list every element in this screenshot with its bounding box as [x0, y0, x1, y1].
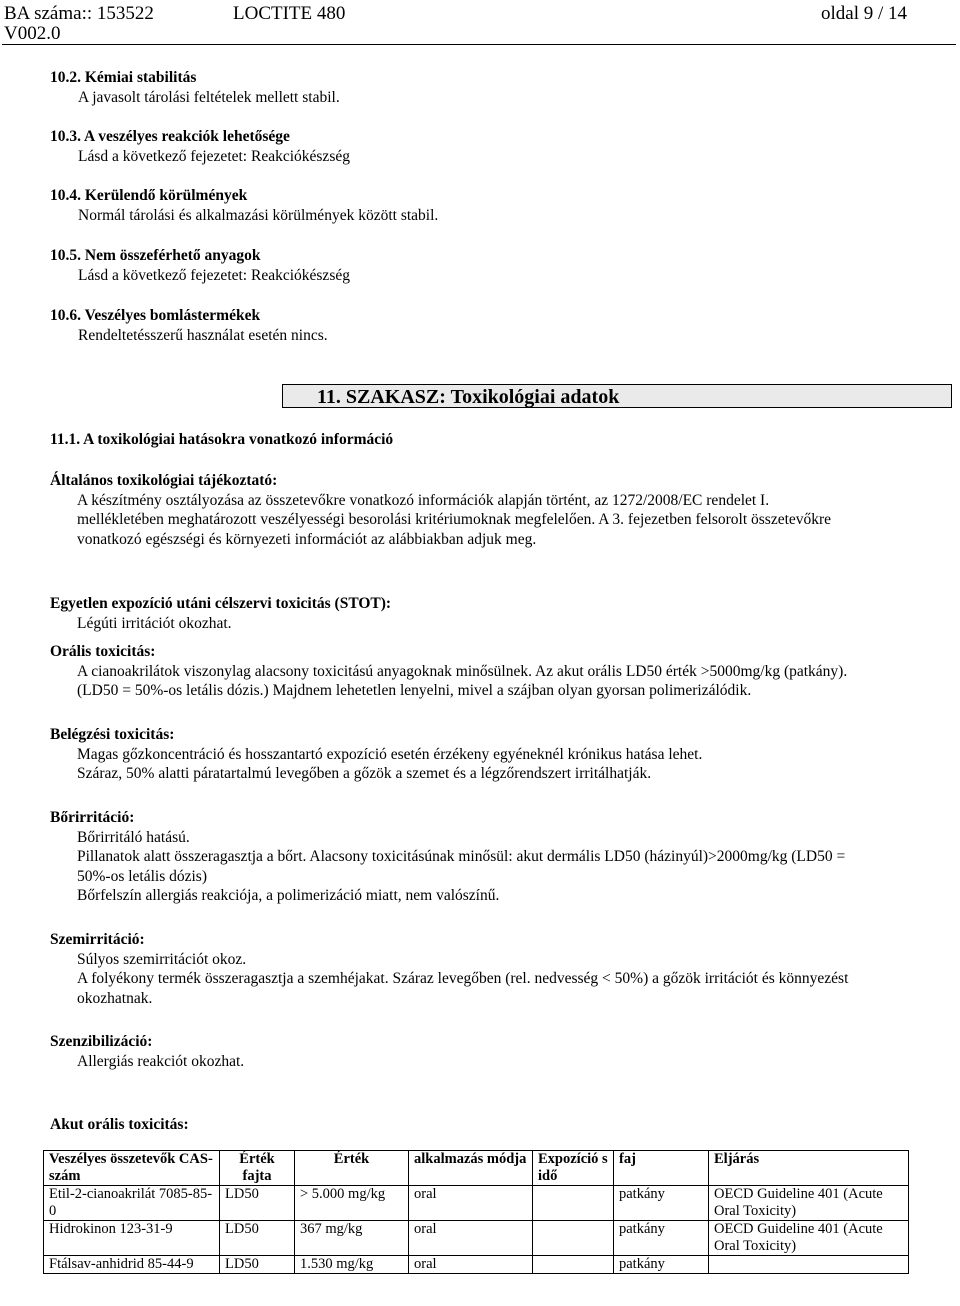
eye-line: okozhatnak.: [77, 989, 153, 1007]
table-cell: [533, 1186, 614, 1221]
document-version: V002.0: [4, 23, 61, 44]
table-cell: [709, 1256, 909, 1274]
table-cell: [533, 1221, 614, 1256]
section-10-3: [50, 127, 350, 166]
page-number: oldal 9 / 14: [821, 3, 908, 24]
column-header: Eljárás: [709, 1151, 909, 1186]
general-line: mellékletében meghatározott veszélyességi besorolási kritériumoknak megfelelően. A 3. fejezetben felsorolt összetevőkre: [77, 511, 832, 528]
stot-line: Légúti irritációt okozhat.: [77, 614, 232, 632]
oral-info: [50, 642, 940, 701]
table-cell: > 5.000 mg/kg: [295, 1186, 409, 1221]
table-row: [44, 1256, 909, 1274]
inhalation-line: Száraz, 50% alatti páratartalmú levegőben a gőzök a szemet és a légzőrendszert irritálhatják.: [77, 765, 652, 782]
table-cell: Hidrokinon 123-31-9: [44, 1221, 220, 1256]
table-cell: OECD Guideline 401 (Acute Oral Toxicity): [709, 1186, 909, 1221]
oral-line: (LD50 = 50%-os letális dózis.) Majdnem lehetetlen lenyelni, mivel a szájban olyan gyorsan polimerizálódik.: [77, 682, 752, 699]
section-text: Normál tárolási és alkalmazási körülmények között stabil.: [78, 206, 439, 224]
section-title: 10.4. Kerülendő körülmények: [50, 187, 248, 204]
section-text: Lásd a következő fejezetet: Reakciókészség: [78, 266, 350, 284]
section-11-1: [50, 430, 393, 450]
skin-line: Bőrfelszín allergiás reakciója, a polimerizáció miatt, nem valószínű.: [77, 887, 500, 904]
header-divider: [2, 44, 956, 45]
general-line: vonatkozó egészségi és környezeti információt az alábbiakban adjuk meg.: [77, 530, 537, 548]
table-cell: [533, 1256, 614, 1274]
section-10-2: [50, 68, 340, 107]
section-10-5: [50, 246, 350, 285]
document-number: BA száma:: 153522: [4, 3, 154, 24]
eye-irritation-info: [50, 930, 940, 1008]
column-header: alkalmazás módja: [409, 1151, 533, 1186]
stot-heading: Egyetlen expozíció utáni célszervi toxicitás (STOT):: [50, 595, 392, 612]
table-cell: LD50: [220, 1256, 295, 1274]
table-row: [44, 1186, 909, 1221]
section-11-title: 11. SZAKASZ: Toxikológiai adatok: [317, 386, 620, 408]
eye-line: Súlyos szemirritációt okoz.: [77, 950, 247, 968]
oral-line: A cianoakrilátok viszonylag alacsony toxicitású anyagoknak minősülnek. Az akut orális LD50 érték >5000mg/kg (patkány).: [77, 662, 848, 680]
column-header: Érték: [295, 1151, 409, 1186]
table-cell: OECD Guideline 401 (Acute Oral Toxicity): [709, 1221, 909, 1256]
general-info: [50, 471, 940, 549]
acute-oral-table: [43, 1150, 909, 1274]
eye-heading: Szemirritáció:: [50, 931, 145, 948]
general-heading: Általános toxikológiai tájékoztató:: [50, 472, 278, 489]
table-cell: oral: [409, 1221, 533, 1256]
table-cell: patkány: [614, 1256, 709, 1274]
column-header: Veszélyes összetevők CAS-szám: [44, 1151, 220, 1186]
eye-line: A folyékony termék összeragasztja a szemhéjakat. Száraz levegőben (rel. nedvesség < 50%) a gőzök irritációt és könnyezést: [77, 970, 849, 987]
table-cell: oral: [409, 1256, 533, 1274]
subsection-title: 11.1. A toxikológiai hatásokra vonatkozó információ: [50, 431, 394, 448]
skin-line: 50%-os letális dózis): [77, 867, 208, 885]
acute-oral-heading-block: [50, 1115, 940, 1135]
section-text: A javasolt tárolási feltételek mellett stabil.: [78, 88, 340, 106]
page-header: [0, 0, 960, 46]
inhalation-heading: Belégzési toxicitás:: [50, 726, 175, 743]
sensitization-heading: Szenzibilizáció:: [50, 1033, 153, 1050]
section-title: 10.5. Nem összeférhető anyagok: [50, 247, 261, 264]
product-name: LOCTITE 480: [233, 3, 346, 24]
section-text: Rendeltetésszerű használat esetén nincs.: [78, 326, 328, 344]
column-header: faj: [614, 1151, 709, 1186]
sensitization-line: Allergiás reakciót okozhat.: [77, 1052, 245, 1070]
table-row: [44, 1221, 909, 1256]
skin-line: Bőrirritáló hatású.: [77, 828, 190, 846]
oral-heading: Orális toxicitás:: [50, 643, 156, 660]
section-title: 10.3. A veszélyes reakciók lehetősége: [50, 128, 290, 145]
inhalation-info: [50, 725, 940, 784]
stot-info: [50, 594, 940, 633]
column-header: Expozíció s idő: [533, 1151, 614, 1186]
inhalation-line: Magas gőzkoncentráció és hosszantartó expozíció esetén érzékeny egyéneknél krónikus hatása lehet.: [77, 745, 703, 763]
section-title: 10.6. Veszélyes bomlástermékek: [50, 307, 261, 324]
table-header-row: [44, 1151, 909, 1186]
section-10-6: [50, 306, 328, 345]
skin-irritation-info: [50, 808, 940, 906]
skin-heading: Bőrirritáció:: [50, 809, 135, 826]
section-10-4: [50, 186, 438, 225]
section-text: Lásd a következő fejezetet: Reakciókészség: [78, 147, 350, 165]
table-cell: patkány: [614, 1186, 709, 1221]
table-cell: oral: [409, 1186, 533, 1221]
column-header: Érték fajta: [220, 1151, 295, 1186]
skin-line: Pillanatok alatt összeragasztja a bőrt. Alacsony toxicitásúnak minősül: akut dermális LD50 (házinyúl)>2000mg/kg (LD50 =: [77, 848, 846, 865]
section-title: 10.2. Kémiai stabilitás: [50, 69, 197, 86]
table-cell: 367 mg/kg: [295, 1221, 409, 1256]
table-cell: 1.530 mg/kg: [295, 1256, 409, 1274]
general-line: A készítmény osztályozása az összetevőkre vonatkozó információk alapján történt, az 1272/2008/EC rendelet I.: [77, 491, 770, 509]
section-11-banner: [282, 384, 952, 408]
table-cell: patkány: [614, 1221, 709, 1256]
table-cell: Ftálsav-anhidrid 85-44-9: [44, 1256, 220, 1274]
acute-oral-heading: Akut orális toxicitás:: [50, 1116, 189, 1133]
sensitization-info: [50, 1032, 940, 1071]
table-cell: LD50: [220, 1186, 295, 1221]
table-cell: Etil-2-cianoakrilát 7085-85-0: [44, 1186, 220, 1221]
table-cell: LD50: [220, 1221, 295, 1256]
